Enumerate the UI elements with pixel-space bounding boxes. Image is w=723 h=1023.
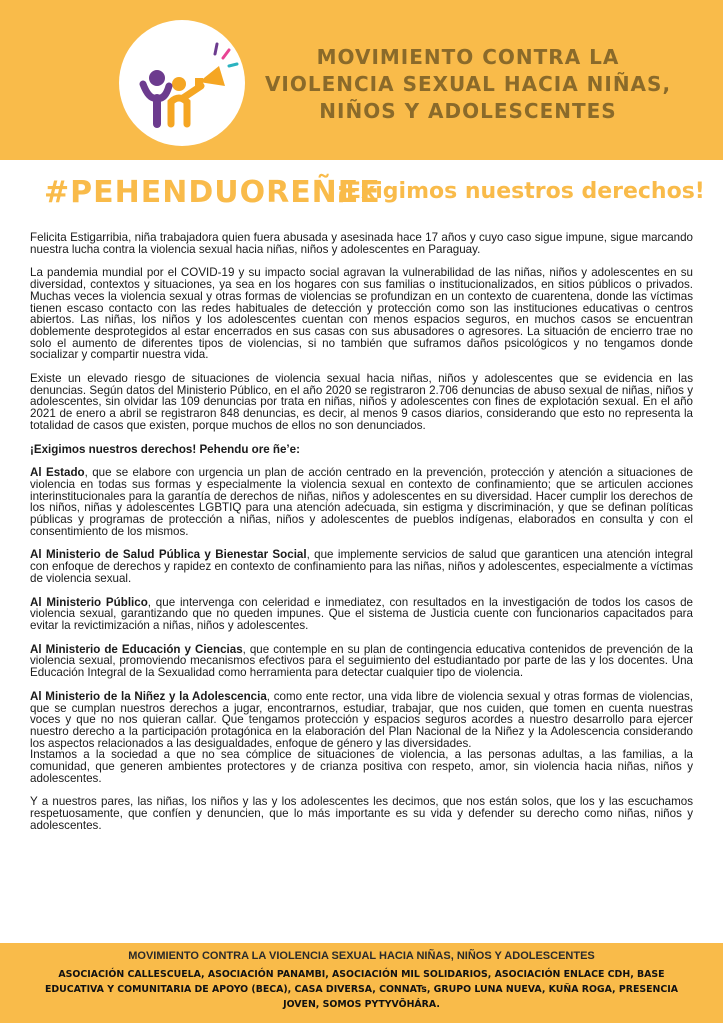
demand-estado-text: , que se elabore con urgencia un plan de acción centrado en la prevención, protección y atención a situaciones de violencia en todas sus formas y especialmente la violencia sexual en contexto de confinamiento; que se articulen acciones interinstitucionales para la garantía de derechos de niñas, niños y adolescentes en su diversidad. Hacer cumplir los derechos de los niños, niñas y adolescentes LGBTIQ para una atención adecuada, sin estigma y discriminación, y que se definan políticas públicas y programas de protección a niñas, niños y adolescentes de pueblos indígenas, elaborados en consulta y con el consentimiento de los mismos. — [30, 466, 693, 538]
risk-paragraph: Existe un elevado riesgo de situaciones de violencia sexual hacia niñas, niños y adolescentes que se evidencia en las denuncias. Según datos del Ministerio Público, en el año 2020 se registraron 2.706 denuncias de abuso sexual de niñas, niños y adolescentes, sin olvidar las 109 denuncias por trata en niñas, niños y adolescentes con fines de explotación sexual. En el año 2021 de enero a abril se registraron 848 denuncias, es decir, al menos 9 casos diarios, considerando que esto no representa la totalidad de casos que existen, porque muchos de ellos no son denunciados. — [30, 372, 693, 432]
slogan: ¡Exigimos nuestros derechos! — [336, 179, 705, 204]
demand-educacion-text: , que contemple en su plan de contingencia educativa contenidos de prevención de la violencia sexual, promoviendo mecanismos efectivos para el seguimiento del estudiantado por parte de las y los docentes. Una Educación Integral de la Sexualidad como herramienta para detectar cualquier tipo de violencia. — [30, 642, 693, 680]
footer-band — [0, 943, 723, 1023]
intro-paragraph: Felicita Estigarribia, niña trabajadora quien fuera abusada y asesinada hace 17 años y cuyo caso sigue impune, sigue marcando nuestra lucha contra la violencia sexual hacia niñas, niños y adolescentes en Paraguay. — [30, 231, 693, 256]
header-band — [0, 0, 723, 160]
demand-estado-lead: Al Estado — [30, 466, 85, 480]
society-paragraph: Instamos a la sociedad a que no sea cómplice de situaciones de violencia, a las personas adultas, a las familias, a la comunidad, que generen ambientes protectores y de crianza positiva con respeto, amor, sin violencia hacia niñas, niños y adolescentes. — [30, 748, 693, 785]
demands-heading-text: ¡Exigimos nuestros derechos! Pehendu ore ñe’e: — [30, 442, 300, 456]
pandemic-paragraph: La pandemia mundial por el COVID-19 y su impacto social agravan la vulnerabilidad de las niñas, niños y adolescentes en su diversidad, contextos y situaciones, ya sea en los hogares con sus familias o institucionalizados, en sitios públicos o privados. Muchas veces la violencia sexual y otras formas de violencias se profundizan en un contexto de cuarentena, donde las víctimas tienen escaso contacto con las redes habituales de detección y protección como son las instituciones educativas o centros abiertos. Las niñas, los niños y los adolescentes cuentan con menos espacios seguros, en muchos casos se encuentran doblemente desprotegidos al estar encerrados en sus casas con sus abusadores o agresores. La situación de encierro trae no solo el aumento de diferentes tipos de violencias, si no también que suframos daños psicológicos y no tengamos donde socializar y compartir nuestra vida. — [30, 266, 693, 362]
logo — [119, 20, 245, 146]
demands-heading — [30, 444, 693, 456]
org-title-line-3: NIÑOS Y ADOLESCENTES — [319, 99, 617, 123]
demand-estado — [30, 467, 693, 537]
demand-publico-text: , que intervenga con celeridad e inmediatez, con resultados en la investigación de todos los casos de violencia sexual, garantizando que no queden impunes. Que el sistema de Justicia cuente con funcionarios capacitados para evitar la revictimización a niñas, niños y adolescentes. — [30, 595, 693, 632]
demand-salud-lead: Al Ministerio de Salud Pública y Bienestar Social — [30, 548, 307, 562]
hashtag: #PEHENDUOREÑEE — [44, 175, 381, 210]
footer-organizations: ASOCIACIÓN CALLESCUELA, ASOCIACIÓN PANAMBI, ASOCIACIÓN MIL SOLIDARIOS, ASOCIACIÓN ENLACE CDH, BASE EDUCATIVA Y COMUNITARIA DE APOYO (BECA), CASA DIVERSA, CONNATs, GRUPO LUNA NUEVA, KUÑA ROGA, PRESENCIA JOVEN, SOMOS PYTYVÕHÁRA. — [44, 969, 679, 1010]
demand-salud — [30, 549, 693, 584]
peers-paragraph: Y a nuestros pares, las niñas, los niños y las y los adolescentes les decimos, que nos están solos, que los y las escuchamos respetuosamente, que confíen y denuncien, que lo más importante es su vida y defender su derecho como niñas, niños y adolescentes. — [30, 795, 693, 832]
demand-salud-text: , que implemente servicios de salud que garanticen una atención integral con enfoque de derechos y rapidez en contexto de confinamiento para las niñas, niños y adolescentes, especialmente a víctimas de violencia sexual. — [30, 548, 693, 585]
org-title — [258, 44, 678, 125]
org-title-line-1: MOVIMIENTO CONTRA LA — [316, 45, 620, 69]
demand-educacion-lead: Al Ministerio de Educación y Ciencias — [30, 642, 243, 656]
demand-ninez-lead: Al Ministerio de la Niñez y la Adolescencia — [30, 689, 267, 703]
document-body — [30, 232, 693, 844]
demand-publico-lead: Al Ministerio Público — [30, 595, 148, 609]
demand-educacion — [30, 644, 693, 679]
megaphone-people-icon — [119, 20, 245, 146]
footer-title: MOVIMIENTO CONTRA LA VIOLENCIA SEXUAL HACIA NIÑAS, NIÑOS Y ADOLESCENTES — [128, 950, 595, 962]
demand-ninez — [30, 691, 693, 750]
org-title-line-2: VIOLENCIA SEXUAL HACIA NIÑAS, — [264, 72, 672, 96]
demand-ninez-text: , como ente rector, una vida libre de violencia sexual y otras formas de violencias, que se cumplan nuestros derechos a jugar, encontrarnos, estudiar, trabajar, que nos cuiden, que tomen en cuenta nuestras voces y que no nos quieran callar. Que tengamos protección y espacios seguros acordes a nuestro desarrollo para ejercer nuestro derecho a la participación protagónica en la elaboración del Plan Nacional de la Niñez y la Adolescencia considerando los aspectos relacionados a las desigualdades, enfoque de género y las diversidades. — [30, 689, 693, 750]
demand-publico — [30, 597, 693, 632]
